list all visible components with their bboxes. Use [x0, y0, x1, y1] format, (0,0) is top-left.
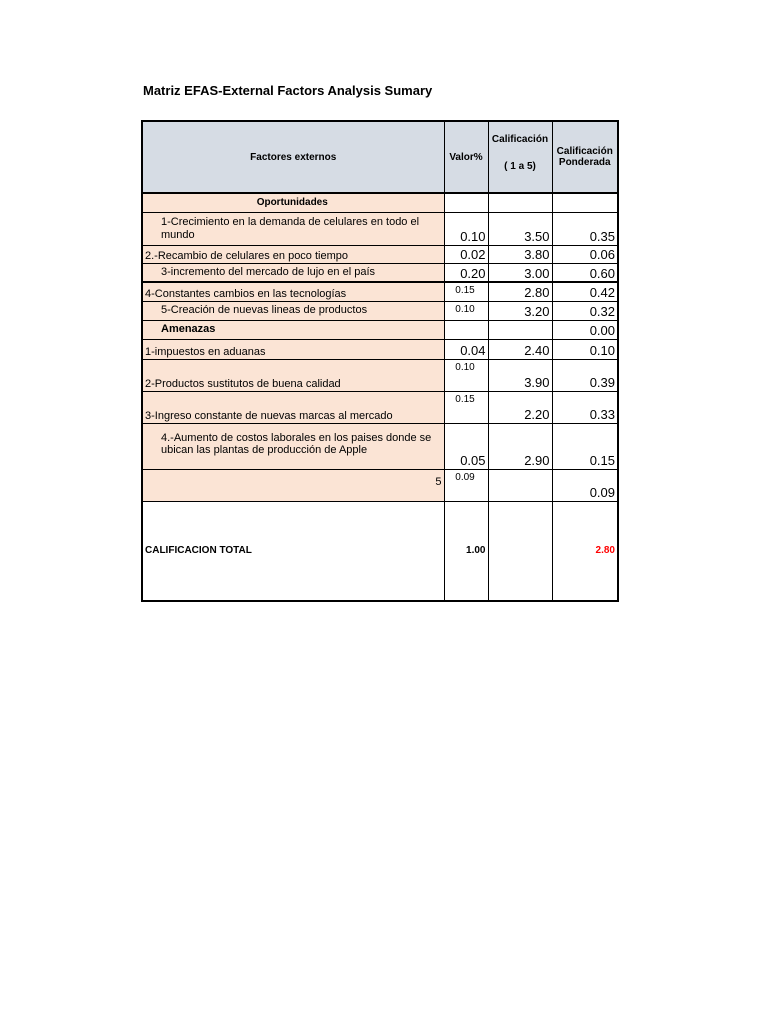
factor-cell: 4-Constantes cambios en las tecnologías — [142, 282, 444, 301]
factor-cell: 4.-Aumento de costos laborales en los paises donde se ubican las plantas de producción de Apple — [142, 423, 444, 469]
factor-cell: 3-incremento del mercado de lujo en el país — [142, 263, 444, 282]
calificacion-cell: 2.80 — [488, 282, 552, 301]
table-row — [142, 391, 618, 423]
ponderada-cell: 0.32 — [552, 301, 618, 320]
header-calificacion — [488, 121, 552, 193]
calificacion-cell: 3.80 — [488, 245, 552, 263]
header-calificacion-label: Calificación — [491, 134, 549, 145]
factor-cell: 2.-Recambio de celulares en poco tiempo — [142, 245, 444, 263]
empty-cell — [488, 501, 552, 601]
table-row — [142, 245, 618, 263]
valor-cell: 0.20 — [444, 263, 488, 282]
calificacion-cell: 3.20 — [488, 301, 552, 320]
table-row — [142, 339, 618, 359]
total-label: CALIFICACION TOTAL — [142, 501, 444, 601]
document-title: Matriz EFAS-External Factors Analysis Sumary — [143, 83, 433, 98]
calificacion-cell: 2.90 — [488, 423, 552, 469]
valor-cell: 0.09 — [444, 469, 488, 501]
valor-cell: 0.15 — [444, 391, 488, 423]
factor-cell: 5-Creación de nuevas lineas de productos — [142, 301, 444, 320]
header-calificacion-range: ( 1 a 5) — [504, 161, 536, 172]
ponderada-cell: 0.39 — [552, 359, 618, 391]
factor-cell: 3-Ingreso constante de nuevas marcas al mercado — [142, 391, 444, 423]
total-ponderada: 2.80 — [552, 501, 618, 601]
ponderada-cell: 0.42 — [552, 282, 618, 301]
calificacion-cell — [488, 469, 552, 501]
empty-cell — [488, 320, 552, 339]
factor-cell: 2-Productos sustitutos de buena calidad — [142, 359, 444, 391]
table-row — [142, 301, 618, 320]
section-row-amenazas — [142, 320, 618, 339]
calificacion-cell: 2.40 — [488, 339, 552, 359]
header-valor: Valor% — [444, 121, 488, 193]
valor-cell: 0.05 — [444, 423, 488, 469]
factor-cell: 1-Crecimiento en la demanda de celulares en todo el mundo — [142, 212, 444, 245]
table-header-row — [142, 121, 618, 193]
factor-cell: 5 — [142, 469, 444, 501]
ponderada-cell: 0.06 — [552, 245, 618, 263]
ponderada-cell: 0.60 — [552, 263, 618, 282]
total-valor: 1.00 — [444, 501, 488, 601]
total-row — [142, 501, 618, 601]
ponderada-cell: 0.09 — [552, 469, 618, 501]
empty-cell — [488, 193, 552, 212]
table-row — [142, 359, 618, 391]
calificacion-cell: 3.00 — [488, 263, 552, 282]
valor-cell: 0.10 — [444, 212, 488, 245]
calificacion-cell: 2.20 — [488, 391, 552, 423]
table-row — [142, 263, 618, 282]
efas-matrix-table — [141, 120, 619, 602]
calificacion-cell: 3.90 — [488, 359, 552, 391]
section-row-oportunidades — [142, 193, 618, 212]
valor-cell: 0.10 — [444, 301, 488, 320]
valor-cell: 0.15 — [444, 282, 488, 301]
ponderada-cell: 0.15 — [552, 423, 618, 469]
valor-cell: 0.04 — [444, 339, 488, 359]
table-row — [142, 469, 618, 501]
empty-cell — [444, 320, 488, 339]
factor-cell: 1-impuestos en aduanas — [142, 339, 444, 359]
table-row — [142, 282, 618, 301]
header-ponderada: Calificación Ponderada — [552, 121, 618, 193]
empty-cell — [552, 193, 618, 212]
section-label-oportunidades: Oportunidades — [142, 193, 444, 212]
table-row — [142, 212, 618, 245]
empty-cell — [444, 193, 488, 212]
ponderada-cell: 0.35 — [552, 212, 618, 245]
calificacion-cell: 3.50 — [488, 212, 552, 245]
ponderada-cell: 0.10 — [552, 339, 618, 359]
section-label-amenazas: Amenazas — [142, 320, 444, 339]
ponderada-cell: 0.00 — [552, 320, 618, 339]
table-row — [142, 423, 618, 469]
ponderada-cell: 0.33 — [552, 391, 618, 423]
valor-cell: 0.02 — [444, 245, 488, 263]
valor-cell: 0.10 — [444, 359, 488, 391]
header-factores: Factores externos — [142, 121, 444, 193]
